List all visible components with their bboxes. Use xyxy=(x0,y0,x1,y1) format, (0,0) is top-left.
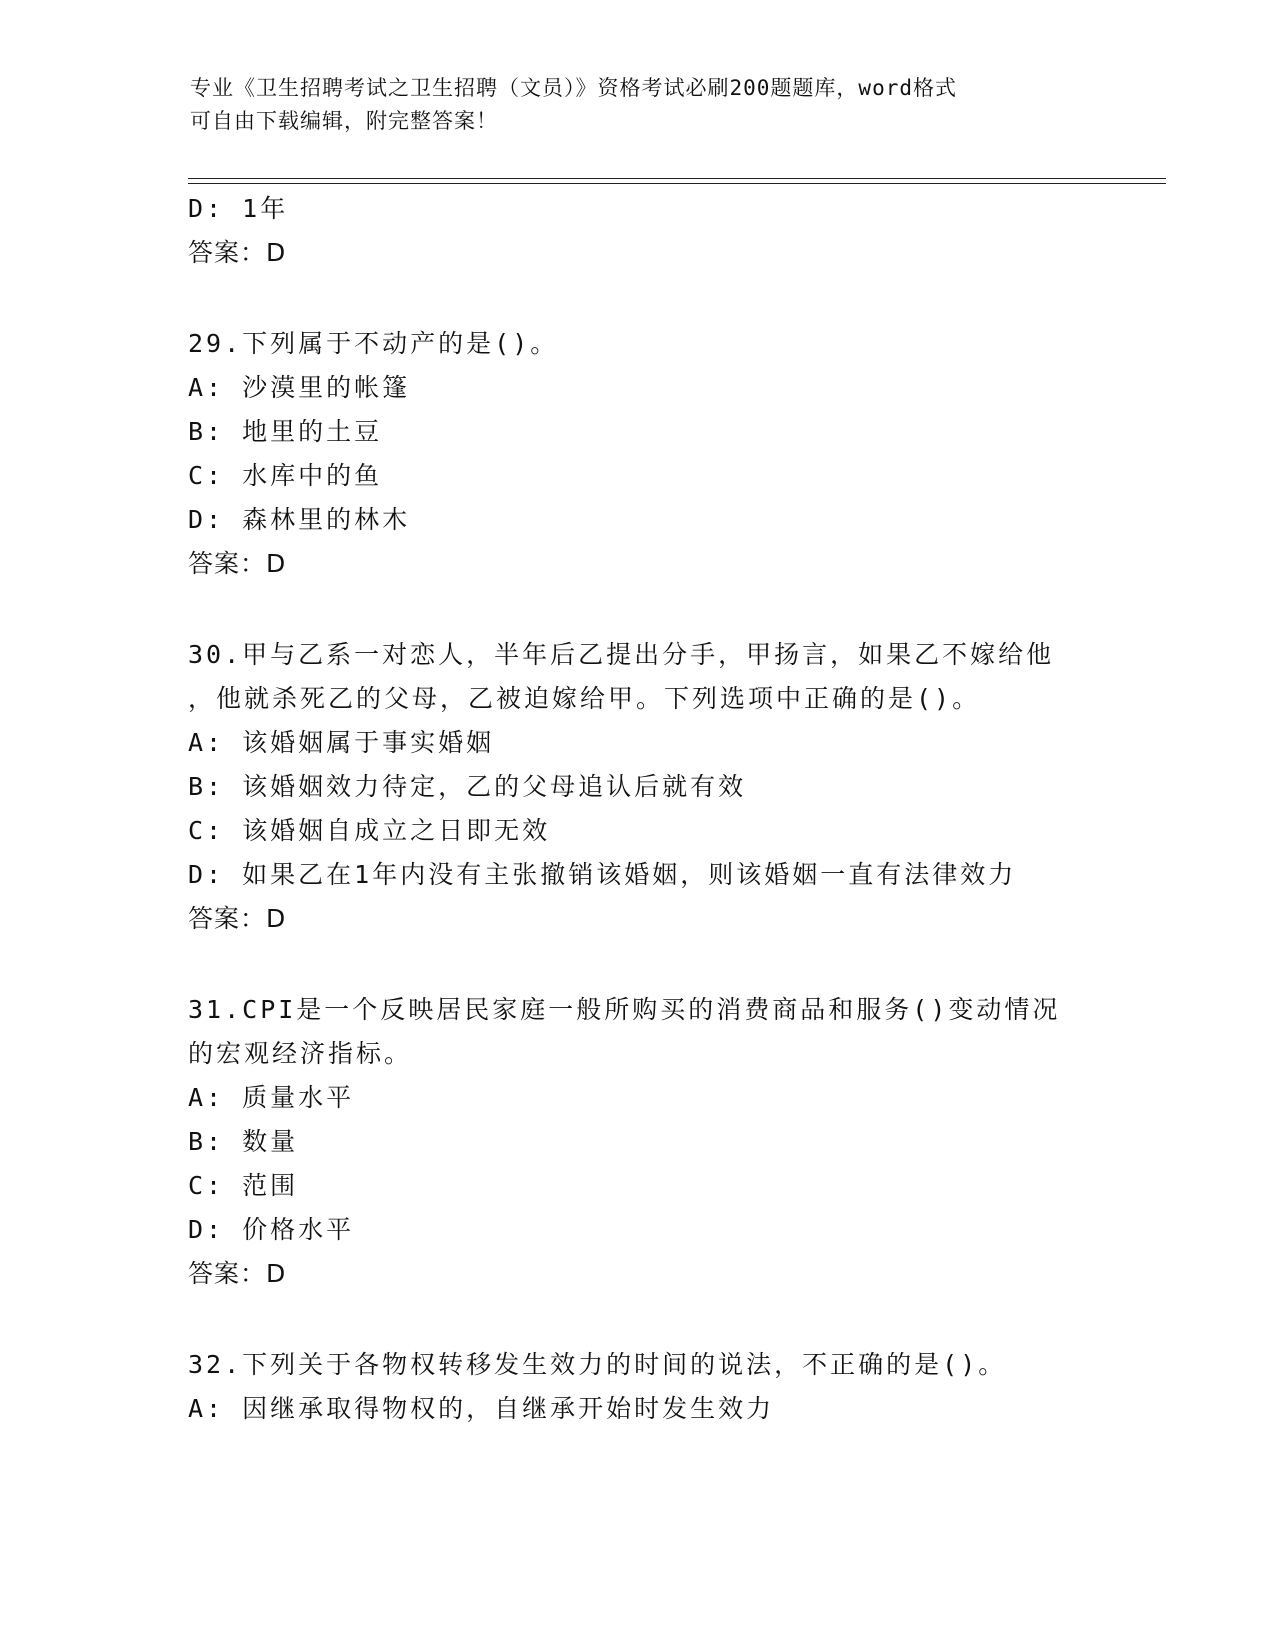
q30-option-d: D: 如果乙在1年内没有主张撤销该婚姻，则该婚姻一直有法律效力 xyxy=(188,860,1017,889)
q29-answer: 答案：D xyxy=(188,549,287,578)
q30-option-a: A: 该婚姻属于事实婚姻 xyxy=(188,728,495,757)
q29-stem: 29.下列属于不动产的是()。 xyxy=(188,329,559,358)
q29-option-a: A: 沙漠里的帐篷 xyxy=(188,373,411,402)
q30-answer: 答案：D xyxy=(188,904,287,933)
header-divider-bottom xyxy=(188,183,1166,184)
q29-option-c: C: 水库中的鱼 xyxy=(188,461,383,490)
q32-stem: 32.下列关于各物权转移发生效力的时间的说法，不正确的是()。 xyxy=(188,1350,1007,1379)
q31-option-c: C: 范围 xyxy=(188,1171,299,1200)
q31-option-b: B: 数量 xyxy=(188,1127,299,1156)
q30-stem-line-1: 30.甲与乙系一对恋人，半年后乙提出分手，甲扬言，如果乙不嫁给他 xyxy=(188,640,1055,669)
q31-option-d: D: 价格水平 xyxy=(188,1215,355,1244)
prev-answer: 答案：D xyxy=(188,238,287,267)
q31-answer: 答案：D xyxy=(188,1259,287,1288)
q31-option-a: A: 质量水平 xyxy=(188,1083,355,1112)
header-title-line-2: 可自由下载编辑，附完整答案！ xyxy=(190,109,498,133)
q31-stem-line-2: 的宏观经济指标。 xyxy=(188,1039,413,1068)
header-title-line-1: 专业《卫生招聘考试之卫生招聘（文员）》资格考试必刷200题题库，word格式 xyxy=(190,76,957,100)
q30-option-b: B: 该婚姻效力待定，乙的父母追认后就有效 xyxy=(188,772,747,801)
q31-stem-line-1: 31.CPI是一个反映居民家庭一般所购买的消费商品和服务()变动情况 xyxy=(188,995,1061,1024)
header-divider-top xyxy=(188,178,1166,179)
q32-option-a: A: 因继承取得物权的，自继承开始时发生效力 xyxy=(188,1394,775,1423)
q29-option-d: D: 森林里的林木 xyxy=(188,505,411,534)
q30-stem-line-2: ，他就杀死乙的父母，乙被迫嫁给甲。下列选项中正确的是()。 xyxy=(188,684,981,713)
document-header xyxy=(190,72,1090,138)
q30-option-c: C: 该婚姻自成立之日即无效 xyxy=(188,816,551,845)
q29-option-b: B: 地里的土豆 xyxy=(188,417,383,446)
prev-option-d: D: 1年 xyxy=(188,194,289,223)
